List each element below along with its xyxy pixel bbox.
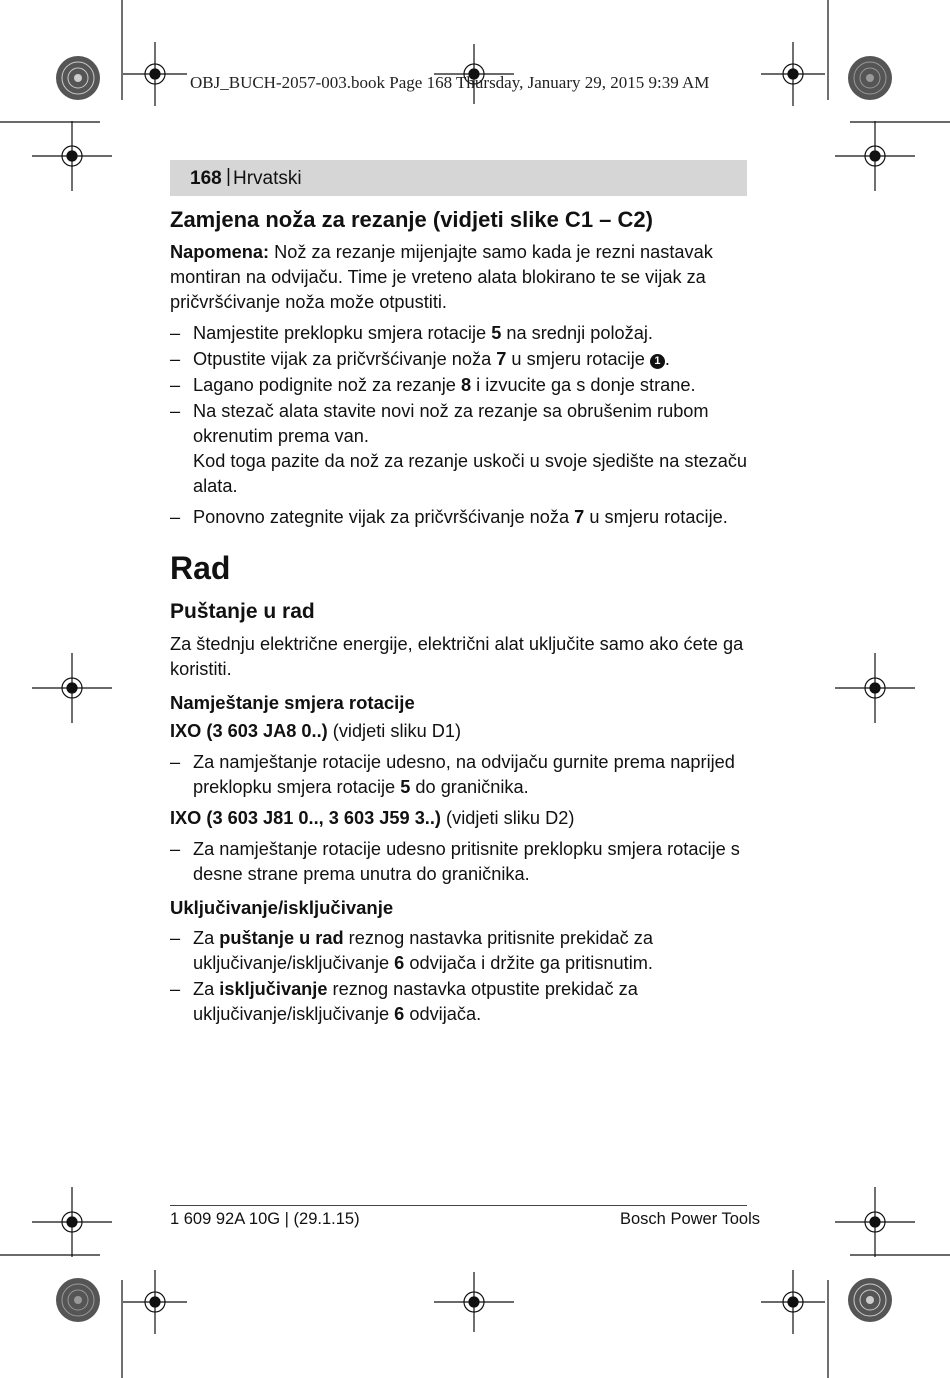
crosshair-mark-tl (123, 42, 187, 106)
note-paragraph (170, 240, 748, 315)
step-continuation: Kod toga pazite da nož za rezanje uskoči u svoje sjedište na stezaču alata. (193, 451, 748, 496)
list-item: – Ponovno zategnite vijak za pričvršćivanje noža 7 u smjeru rotacije. (170, 505, 748, 530)
page-content (170, 206, 748, 1033)
knife-steps-list (170, 321, 748, 449)
onoff-heading: Uključivanje/isključivanje (170, 897, 394, 918)
crosshair-mark-bl (123, 1270, 187, 1334)
list-item: – Za isključivanje reznog nastavka otpustite prekidač za uključivanje/isključivanje 6 odvijača. (170, 977, 748, 1027)
list-item: – Namjestite preklopku smjera rotacije 5 na srednji položaj. (170, 321, 748, 346)
crosshair-mark-r1 (835, 121, 915, 191)
header-language: Hrvatski (233, 168, 302, 189)
star-target-tl (56, 56, 100, 100)
note-label: Napomena: (170, 242, 270, 262)
chapter-title: Rad (170, 550, 231, 586)
crosshair-mark-l3 (32, 1187, 112, 1257)
page-header (170, 160, 747, 196)
model-line-2: IXO (3 603 J81 0.., 3 603 J59 3..) (vidjeti sliku D2) (170, 808, 575, 828)
list-item: – Za puštanje u rad reznog nastavka pritisnite prekidač za uključivanje/isključivanje 6 odvijača i držite ga pritisnutim. (170, 926, 748, 976)
crosshair-mark-l1 (32, 121, 112, 191)
crosshair-mark-r2 (835, 653, 915, 723)
book-slug-line: OBJ_BUCH-2057-003.book Page 168 Thursday, January 29, 2015 9:39 AM (190, 73, 710, 92)
subsection-title-startup: Puštanje u rad (170, 600, 315, 623)
footer-rule (170, 1205, 747, 1206)
onoff-steps (170, 926, 748, 1027)
list-item: – Lagano podignite nož za rezanje 8 i izvucite ga s donje strane. (170, 373, 748, 398)
star-target-br (848, 1278, 892, 1322)
note-text: Nož za rezanje mijenjajte samo kada je rezni nastavak montiran na odvijaču. Time je vreteno alata blokirano te se vijak za pričvršćivanje noža može otpustiti. (170, 242, 713, 312)
knife-steps-list-cont (170, 505, 748, 530)
crosshair-mark-bottom (434, 1272, 514, 1332)
rotation-steps-2 (170, 837, 748, 887)
list-item: – Za namještanje rotacije udesno, na odvijaču gurnite prema naprijed preklopku smjera rotacije 5 do graničnika. (170, 750, 748, 800)
star-target-tr (848, 56, 892, 100)
list-item: – Za namještanje rotacije udesno pritisnite preklopku smjera rotacije s desne strane prema unutra do graničnika. (170, 837, 748, 887)
section-title-knife-replacement: Zamjena noža za rezanje (vidjeti slike C1 – C2) (170, 207, 653, 232)
star-target-bl (56, 1278, 100, 1322)
footer-document-id: 1 609 92A 10G | (29.1.15) (170, 1210, 360, 1228)
crosshair-mark-r3 (835, 1187, 915, 1257)
model-line-1: IXO (3 603 JA8 0..) (vidjeti sliku D1) (170, 721, 462, 741)
startup-intro: Za štednju električne energije, električni alat uključite samo ako ćete ga koristiti. (170, 634, 744, 679)
page-number: 168 (190, 168, 222, 189)
list-item: – Na stezač alata stavite novi nož za rezanje sa obrušenim rubom okrenutim prema van. (170, 399, 748, 449)
rotation-steps-1 (170, 750, 748, 800)
footer-brand: Bosch Power Tools (620, 1210, 761, 1228)
crosshair-mark-l2 (32, 653, 112, 723)
list-item: – Otpustite vijak za pričvršćivanje noža 7 u smjeru rotacije 1 . (170, 347, 748, 372)
crosshair-mark-tr (761, 42, 825, 106)
crosshair-mark-br (761, 1270, 825, 1334)
circled-number-icon: 1 (650, 354, 665, 369)
rotation-heading: Namještanje smjera rotacije (170, 692, 415, 713)
header-separator: | (226, 166, 231, 187)
